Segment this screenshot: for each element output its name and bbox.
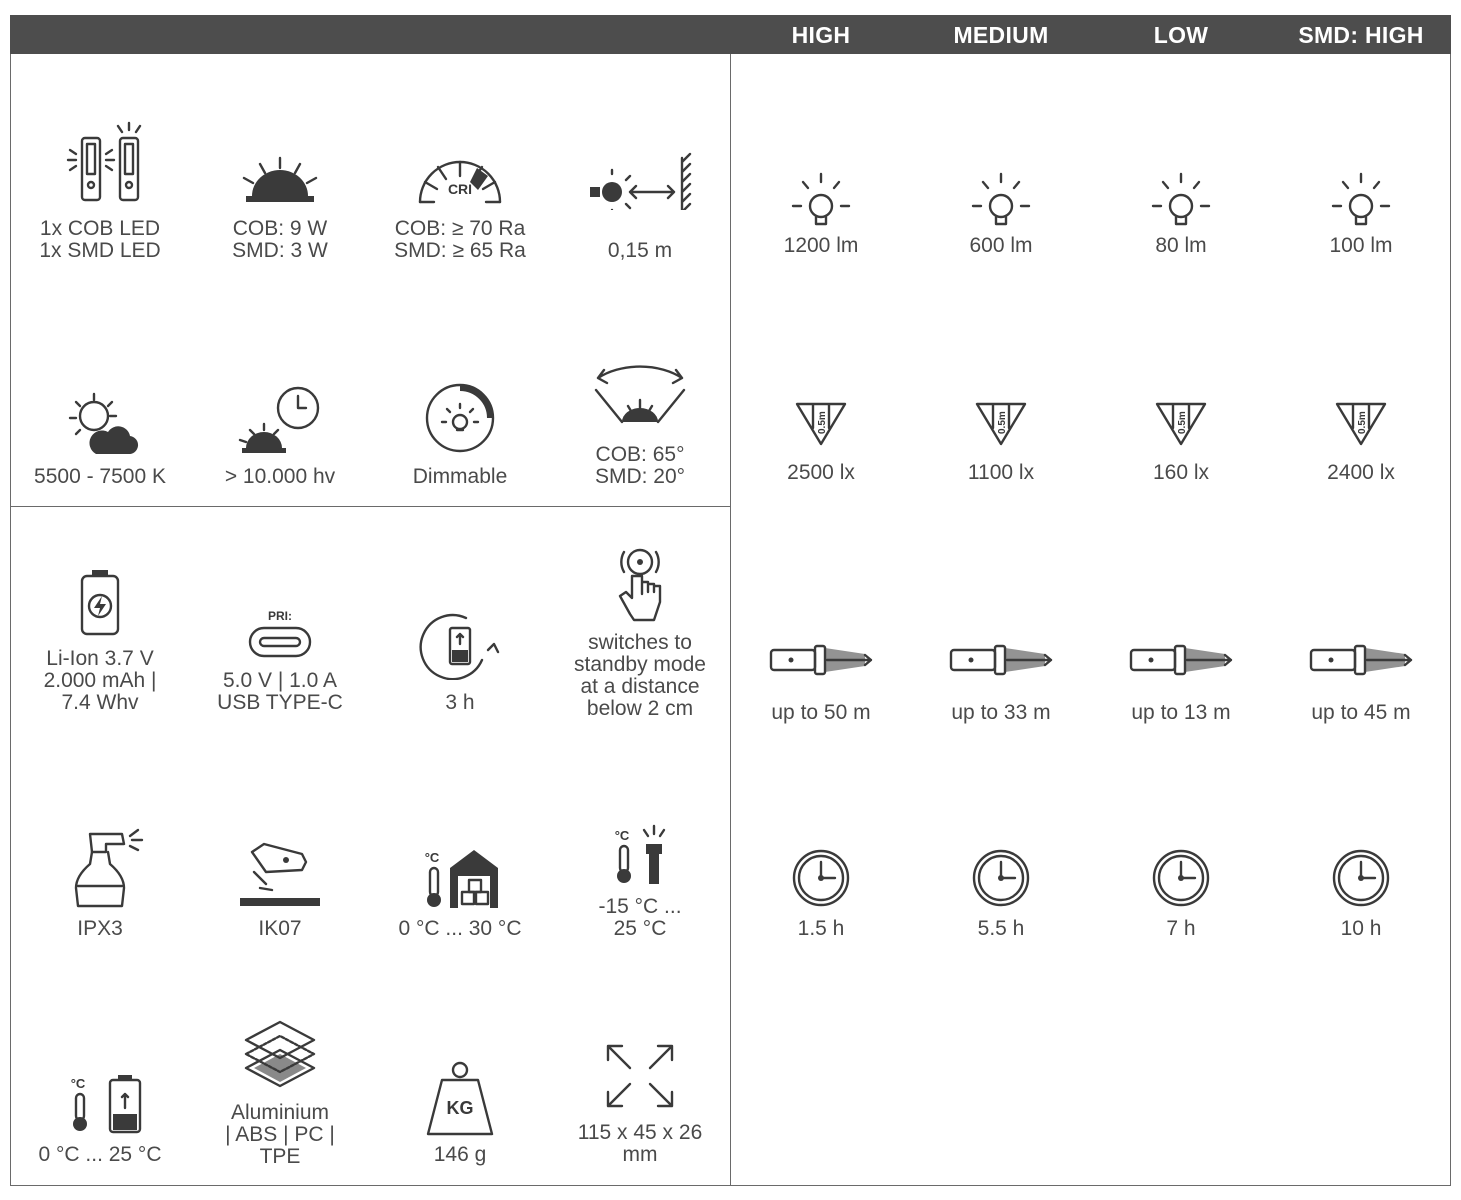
spec-label: > 10.000 hv	[224, 465, 336, 488]
perf-value: 80 lm	[1155, 234, 1207, 257]
perf-value: 7 h	[1166, 917, 1196, 940]
spec-label: 1x COB LED 1x SMD LED	[39, 217, 161, 262]
beam-distance-icon	[1271, 630, 1451, 690]
bulb-icon	[731, 160, 911, 230]
lux-cone-icon	[1091, 390, 1271, 460]
spec-label: 115 x 45 x 26 mm	[577, 1121, 703, 1166]
spec-label: 0 °C ... 25 °C	[38, 1143, 162, 1166]
impact-torch-icon	[190, 808, 370, 908]
spec-label: Li-Ion 3.7 V 2.000 mAh | 7.4 Whv	[43, 647, 157, 714]
battery-charge-icon	[10, 540, 190, 650]
usb-c-icon	[190, 540, 370, 670]
dimensions-arrows-icon	[550, 1034, 730, 1124]
svg-text:PRI:: PRI:	[268, 609, 292, 623]
spec-label: Dimmable	[412, 465, 508, 488]
spec-label: -15 °C ... 25 °C	[598, 895, 682, 940]
spec-label: 0 °C ... 30 °C	[398, 917, 522, 940]
spec-label: IPX3	[77, 917, 123, 940]
clock-icon	[731, 840, 911, 910]
perf-value: up to 45 m	[1311, 701, 1411, 724]
svg-text:0.5m: 0.5m	[1177, 411, 1188, 434]
svg-text:KG: KG	[446, 1098, 474, 1118]
spec-label: COB: 65° SMD: 20°	[594, 443, 686, 488]
svg-text:0.5m: 0.5m	[817, 411, 828, 434]
perf-value: 10 h	[1340, 917, 1382, 940]
spec-label: COB: 9 W SMD: 3 W	[232, 217, 328, 262]
beam-distance-icon	[1091, 630, 1271, 690]
perf-value: up to 13 m	[1131, 701, 1231, 724]
beam-distance-icon	[731, 630, 911, 690]
spec-label: 0,15 m	[607, 239, 673, 262]
svg-text:CRI: CRI	[447, 181, 473, 197]
weight-icon	[370, 1034, 550, 1144]
clock-icon	[911, 840, 1091, 910]
lifetime-clock-icon	[190, 336, 370, 456]
spec-label: Aluminium | ABS | PC | TPE	[225, 1101, 335, 1168]
section-divider	[10, 506, 730, 507]
perf-value: up to 33 m	[951, 701, 1051, 724]
proximity-sensor-icon	[550, 540, 730, 630]
lux-cone-icon	[911, 390, 1091, 460]
mode-header-smd-high: SMD: HIGH	[1298, 22, 1424, 48]
perf-value: 2400 lx	[1327, 461, 1395, 484]
svg-text:°C: °C	[614, 828, 630, 843]
perf-value: up to 50 m	[771, 701, 871, 724]
spec-label: 146 g	[433, 1143, 487, 1166]
storage-temp-icon	[370, 808, 550, 908]
mode-header-low: LOW	[1153, 22, 1209, 48]
perf-value: 2500 lx	[787, 461, 855, 484]
perf-value: 5.5 h	[977, 917, 1025, 940]
sun-cloud-icon	[10, 336, 190, 456]
spec-label: 5500 - 7500 K	[34, 465, 166, 488]
spec-label: 3 h	[445, 691, 475, 714]
spec-label: COB: ≥ 70 Ra SMD: ≥ 65 Ra	[394, 217, 526, 262]
svg-text:°C: °C	[424, 850, 440, 865]
power-sunrise-icon	[190, 110, 370, 210]
min-distance-icon	[550, 110, 730, 210]
bulb-icon	[911, 160, 1091, 230]
dual-torch-icon	[10, 110, 190, 210]
perf-value: 1200 lm	[783, 234, 859, 257]
lux-cone-icon	[731, 390, 911, 460]
spray-bottle-icon	[10, 808, 190, 908]
clock-icon	[1271, 840, 1451, 910]
bulb-icon	[1271, 160, 1451, 230]
beam-distance-icon	[911, 630, 1091, 690]
charge-time-icon	[370, 540, 550, 680]
mode-header-medium: MEDIUM	[953, 22, 1049, 48]
lux-cone-icon	[1271, 390, 1451, 460]
clock-icon	[1091, 840, 1271, 910]
operating-temp-icon	[550, 808, 730, 898]
mode-header-high: HIGH	[791, 22, 851, 48]
spec-label: 5.0 V | 1.0 A USB TYPE-C	[217, 669, 343, 714]
svg-text:0.5m: 0.5m	[997, 411, 1008, 434]
cri-gauge-icon	[370, 110, 550, 210]
spec-label: switches to standby mode at a distance below 2 cm	[574, 631, 706, 720]
spec-label: IK07	[258, 917, 302, 940]
charging-temp-icon	[10, 1034, 190, 1144]
perf-value: 160 lx	[1152, 461, 1210, 484]
bulb-icon	[1091, 160, 1271, 230]
perf-value: 100 lm	[1329, 234, 1393, 257]
perf-value: 1.5 h	[797, 917, 845, 940]
svg-text:0.5m: 0.5m	[1357, 411, 1368, 434]
svg-text:°C: °C	[70, 1076, 86, 1091]
perf-value: 600 lm	[969, 234, 1033, 257]
beam-angle-icon	[550, 336, 730, 456]
dimmable-dial-icon	[370, 336, 550, 456]
perf-value: 1100 lx	[967, 461, 1035, 484]
material-layers-icon	[190, 1010, 370, 1100]
